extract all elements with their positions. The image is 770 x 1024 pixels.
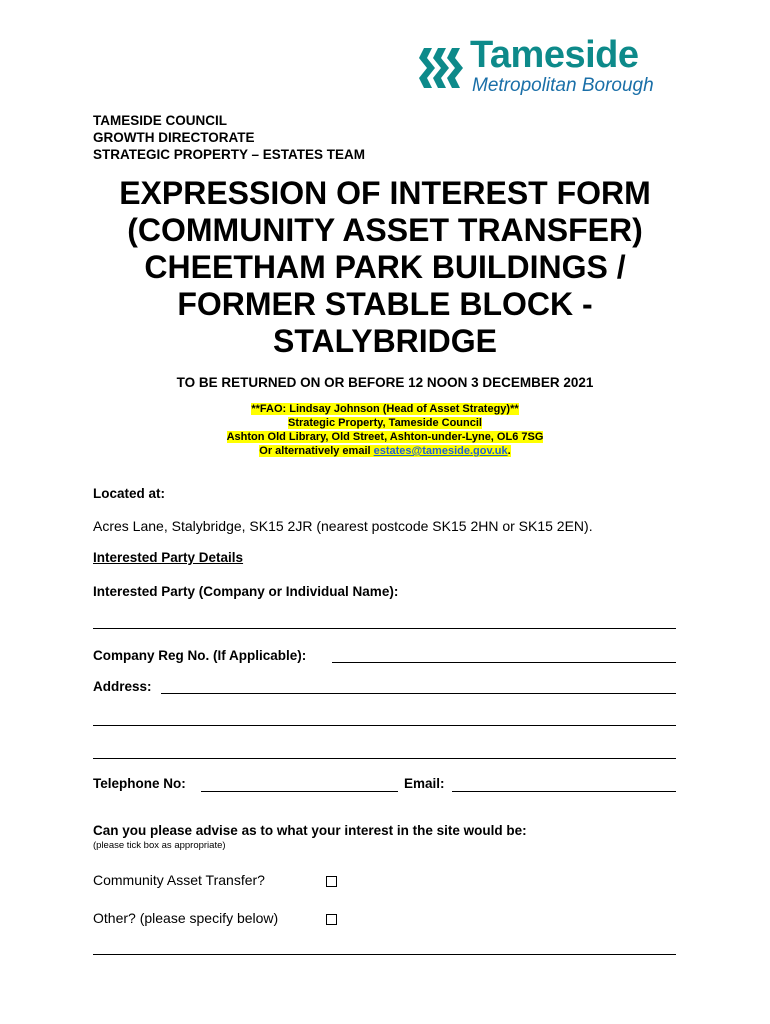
interest-question: Can you please advise as to what your interest in the site would be: [93,823,527,838]
email-label: Email: [404,776,445,791]
fao-email-prefix: Or alternatively email [259,445,374,457]
option-other-label: Other? (please specify below) [93,910,279,926]
address-field-line-2[interactable] [93,725,676,726]
header-line-team: STRATEGIC PROPERTY – ESTATES TEAM [93,147,366,162]
title-line-1: EXPRESSION OF INTEREST FORM [119,175,651,211]
logo-name: Tameside [470,34,639,76]
title-line-5: STALYBRIDGE [272,323,498,359]
header-line-directorate: GROWTH DIRECTORATE [93,130,255,145]
telephone-label: Telephone No: [93,776,186,791]
title-line-2: (COMMUNITY ASSET TRANSFER) [127,212,643,248]
other-specify-field[interactable] [93,954,676,955]
interest-hint: (please tick box as appropriate) [93,840,226,851]
community-asset-transfer-checkbox[interactable] [326,876,337,887]
tameside-logo-mark-icon [418,44,468,92]
fao-line-1: **FAO: Lindsay Johnson (Head of Asset Strategy)** [251,403,519,415]
header-line-council: TAMESIDE COUNCIL [93,113,227,128]
party-name-label: Interested Party (Company or Individual Name): [93,584,399,599]
fao-email-suffix: . [507,445,511,457]
site-address: Acres Lane, Stalybridge, SK15 2JR (nearest postcode SK15 2HN or SK15 2EN). [93,518,593,534]
telephone-field[interactable] [201,791,398,792]
party-name-field[interactable] [93,628,676,629]
department-header [93,112,365,163]
located-at-label: Located at: [93,486,166,501]
email-field[interactable] [452,791,676,792]
other-checkbox[interactable] [326,914,337,925]
company-reg-label: Company Reg No. (If Applicable): [93,648,307,663]
address-field-line-3[interactable] [93,758,676,759]
title-line-3: CHEETHAM PARK BUILDINGS / [144,249,626,285]
company-reg-field[interactable] [332,662,676,663]
interested-party-heading: Interested Party Details [93,550,244,565]
option-community-asset-transfer-label: Community Asset Transfer? [93,872,265,888]
tameside-logo [418,34,680,100]
return-deadline: TO BE RETURNED ON OR BEFORE 12 NOON 3 DECEMBER 2021 [176,375,594,390]
address-field-line-1[interactable] [161,693,676,694]
estates-email-link[interactable]: estates@tameside.gov.uk [373,445,508,457]
form-title [60,175,710,360]
address-label: Address: [93,679,152,694]
title-line-4: FORMER STABLE BLOCK - [177,286,593,322]
fao-line-3: Ashton Old Library, Old Street, Ashton-under-Lyne, OL6 7SG [226,431,544,443]
logo-subtitle: Metropolitan Borough [472,75,654,96]
fao-line-2: Strategic Property, Tameside Council [288,417,482,429]
fao-block [60,402,710,458]
